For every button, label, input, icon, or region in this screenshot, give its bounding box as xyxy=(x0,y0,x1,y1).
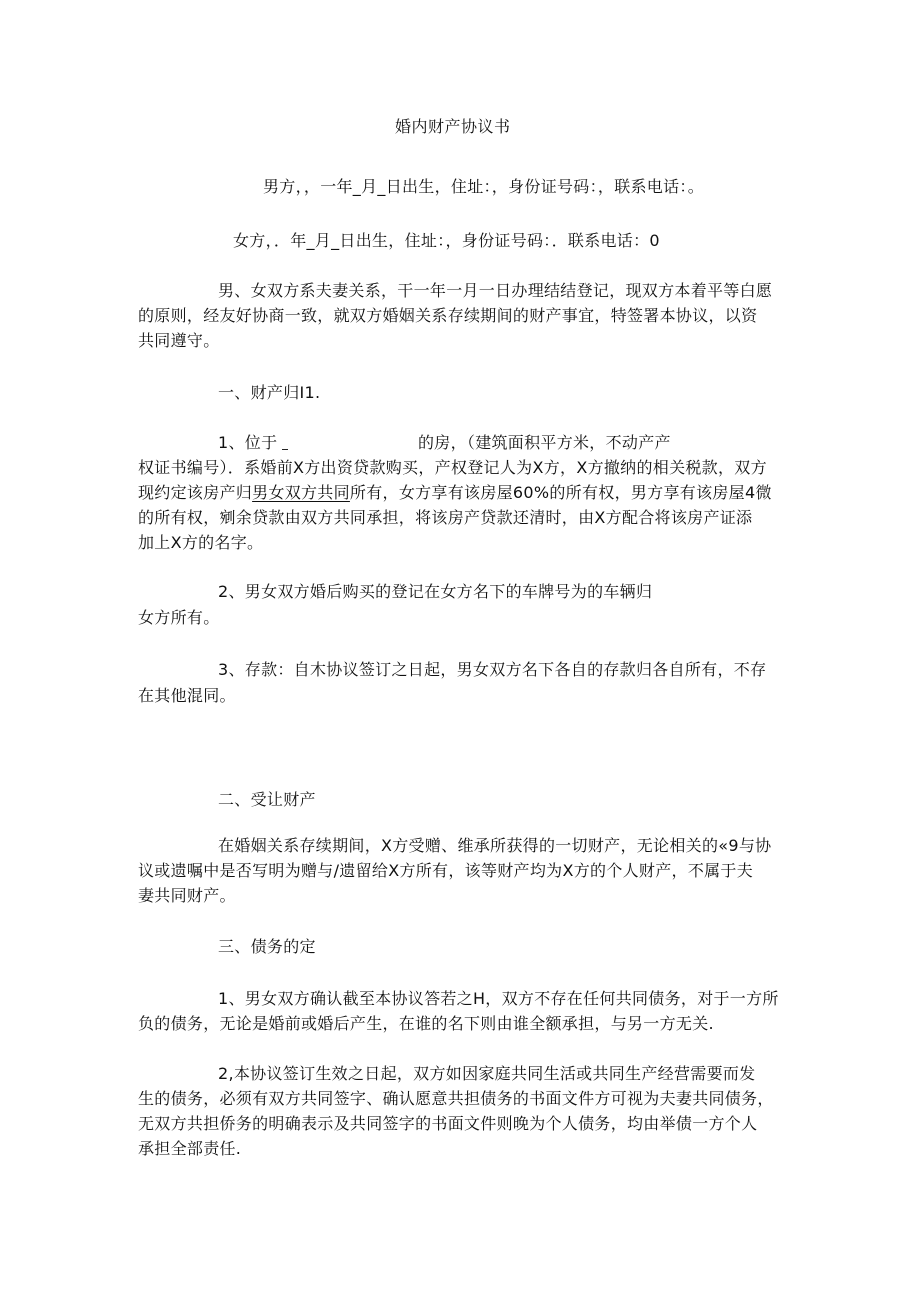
paragraph-line: 共同遵守。 xyxy=(138,331,220,350)
paragraph-line xyxy=(138,483,772,503)
paragraph-line: 的原则，经友好协商一致，就双方婚姻关系存续期间的财产事宜，特签署本协议，以资 xyxy=(138,306,758,325)
section-heading-property: 一、财产归I1. xyxy=(218,383,321,402)
paragraph-line: 负的债务，无论是婚前或婚后产生，在谁的名下则由谁全额承担，与另一方无关. xyxy=(138,1014,714,1033)
paragraph-line: 在其他混同。 xyxy=(138,686,236,705)
paragraph-line: 2、男女双方婚后购买的登记在女方名下的车牌号为的车辆归 xyxy=(218,582,653,601)
text-segment: 现约定该房产归 xyxy=(138,483,253,502)
female-party-line: 女方，．年_月_日出生，住址：，身份证号码：．联系电话：0 xyxy=(233,231,660,250)
paragraph-line: 议或遗嘱中是否写明为赠与/遗留给X方所有，该等财产均为X方的个人财产，不属于夫 xyxy=(138,861,754,880)
male-party-line: 男方，，一年_月_日出生，住址：，身份证号码：，联系电话：。 xyxy=(263,177,705,196)
paragraph-line: 无双方共担侨务的明确表示及共同签字的书面文件则晚为个人债务，均由举债一方个人 xyxy=(138,1114,758,1133)
section-heading-received-property: 二、受让财产 xyxy=(218,790,316,809)
paragraph-line: 1、位于 xyxy=(218,433,278,452)
paragraph-line: 权证书编号）．系婚前X方出资贷款购买，产权登记人为X方，X方撤纳的相关税款，双方 xyxy=(138,458,767,477)
paragraph-line: 加上X方的名字。 xyxy=(138,533,264,552)
paragraph-line: 在婚姻关系存续期间，X方受赠、维承所获得的一切财产，无论相关的«9与协 xyxy=(218,836,772,855)
paragraph-line: 的所有权，剜余贷款由双方共同承担，将该房产贷款还清时，由X方配合将该房产证添 xyxy=(138,508,753,527)
paragraph-line: 3、存款：自木协议签订之日起，男女双方名下各自的存款归各自所有，不存 xyxy=(218,660,767,679)
paragraph-line: 1、男女双方确认截至本协议答若之H，双方不存在任何共同债务，对于一方所 xyxy=(218,989,779,1008)
paragraph-line: 女方所有。 xyxy=(138,608,220,627)
paragraph-line: 男、女双方系夫妻关系，干一年一月一日办理结结登记，现双方本着平等白愿 xyxy=(218,281,773,300)
document-title: 婚内财产协议书 xyxy=(395,117,511,136)
text-segment: 所有，女方享有该房屋60%的所有权，男方享有该房屋4微 xyxy=(349,483,772,502)
paragraph-line: 2,本协议签订生效之日起，双方如因家庭共同生活或共同生产经营需要而发 xyxy=(218,1064,756,1083)
paragraph-line: 妻共同财产。 xyxy=(138,886,236,905)
underlined-owner-text: 男女双方共同 xyxy=(252,483,350,502)
paragraph-line: 承担全部责任. xyxy=(138,1139,242,1158)
section-heading-debts: 三、债务的定 xyxy=(218,937,316,956)
blank-underline xyxy=(282,449,288,450)
paragraph-line: 生的债务，必须有双方共同签字、确认愿意共担债务的书面文件方可视为夫妻共同债务， xyxy=(138,1089,774,1108)
paragraph-line: 的房，（建筑面积平方米，不动产产 xyxy=(418,433,671,452)
